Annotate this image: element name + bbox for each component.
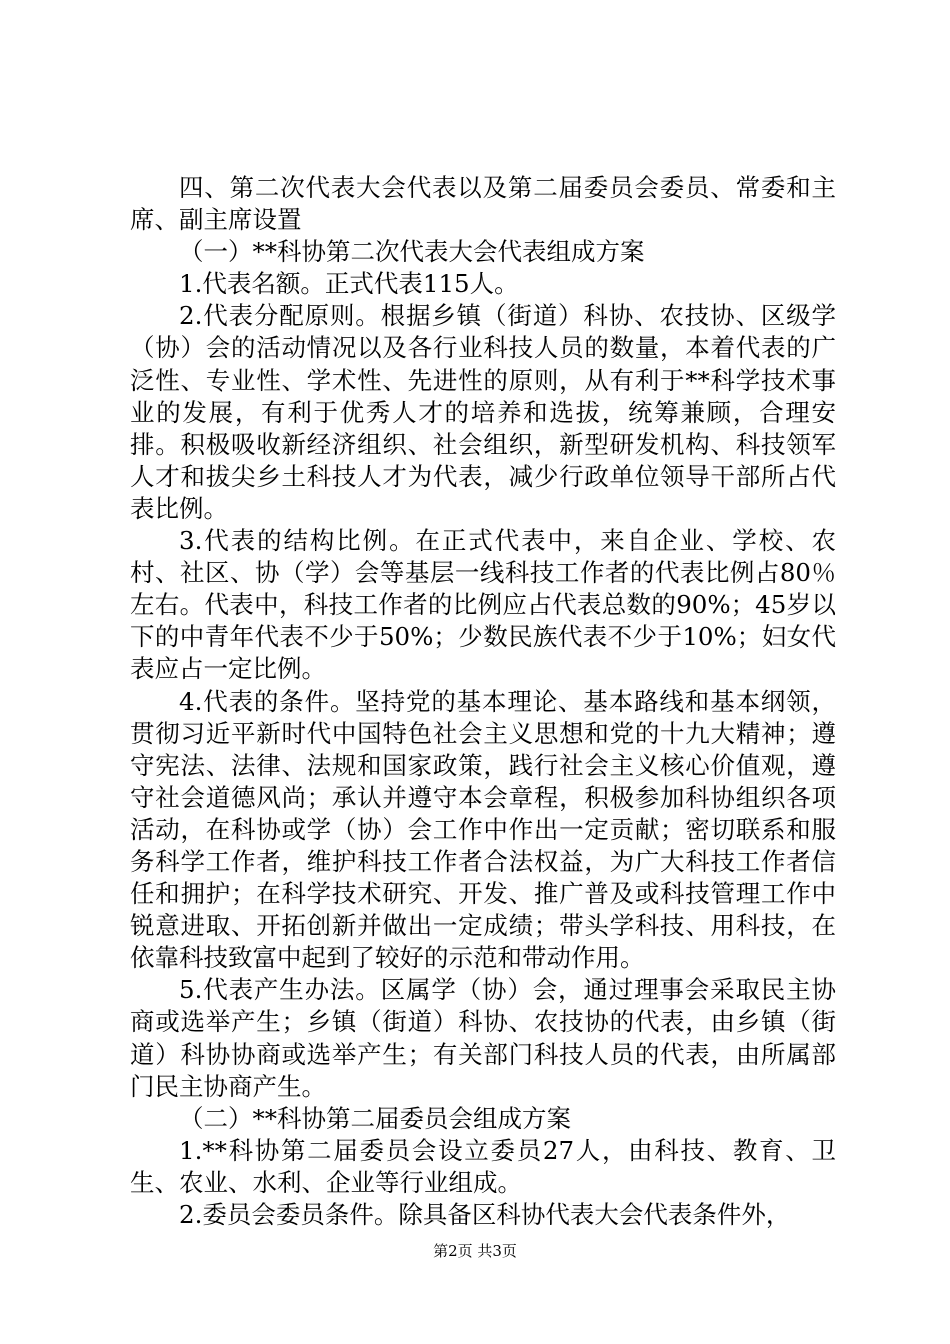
- page-number-footer: 第2页 共3页: [433, 1242, 517, 1260]
- paragraph-selection-method: 5.代表产生办法。区属学（协）会，通过理事会采取民主协商或选举产生；乡镇（街道）科协、农技协的代表，由乡镇（街道）科协协商或选举产生；有关部门科技人员的代表，由所属部门民主协商产生。: [130, 975, 836, 1101]
- paragraph-delegate-quota: 1.代表名额。正式代表115人。: [179, 269, 519, 299]
- paragraph-committee-members: 1.**科协第二届委员会设立委员27人，由科技、教育、卫生、农业、水利、企业等行业组成。: [130, 1135, 836, 1197]
- section-heading-4: 四、第二次代表大会代表以及第二届委员会委员、常委和主席、副主席设置: [130, 173, 836, 235]
- subsection-heading-1: （一）**科协第二次代表大会代表组成方案: [179, 237, 645, 267]
- document-body: [130, 172, 836, 1231]
- paragraph-committee-conditions: 2.委员会委员条件。除具备区科协代表大会代表条件外，: [179, 1200, 791, 1229]
- paragraph-allocation-principle: 2.代表分配原则。根据乡镇（街道）科协、农技协、区级学（协）会的活动情况以及各行业科技人员的数量，本着代表的广泛性、专业性、学术性、先进性的原则，从有利于**科学技术事业的发展，有利于优秀人才的培养和选拔，统筹兼顾，合理安排。积极吸收新经济组织、社会组织，新型研发机构、科技领军人才和拔尖乡土科技人才为代表，减少行政单位领导干部所占代表比例。: [130, 301, 836, 523]
- subsection-heading-2: （二）**科协第二届委员会组成方案: [179, 1103, 571, 1133]
- paragraph-delegate-conditions: 4.代表的条件。坚持党的基本理论、基本路线和基本纲领，贯彻习近平新时代中国特色社会主义思想和党的十九大精神；遵守宪法、法律、法规和国家政策，践行社会主义核心价值观，遵守社会道德风尚；承认并遵守本会章程，积极参加科协组织各项活动，在科协或学（协）会工作中作出一定贡献；密切联系和服务科学工作者，维护科技工作者合法权益，为广大科技工作者信任和拥护；在科学技术研究、开发、推广普及或科技管理工作中锐意进取、开拓创新并做出一定成绩；带头学科技、用科技，在依靠科技致富中起到了较好的示范和带动作用。: [130, 686, 836, 973]
- paragraph-structure-ratio: 3.代表的结构比例。在正式代表中，来自企业、学校、农村、社区、协（学）会等基层一线科技工作者的代表比例占80％左右。代表中，科技工作者的比例应占代表总数的90%；45岁以下的中青年代表不少于50%；少数民族代表不少于10%；妇女代表应占一定比例。: [130, 526, 836, 684]
